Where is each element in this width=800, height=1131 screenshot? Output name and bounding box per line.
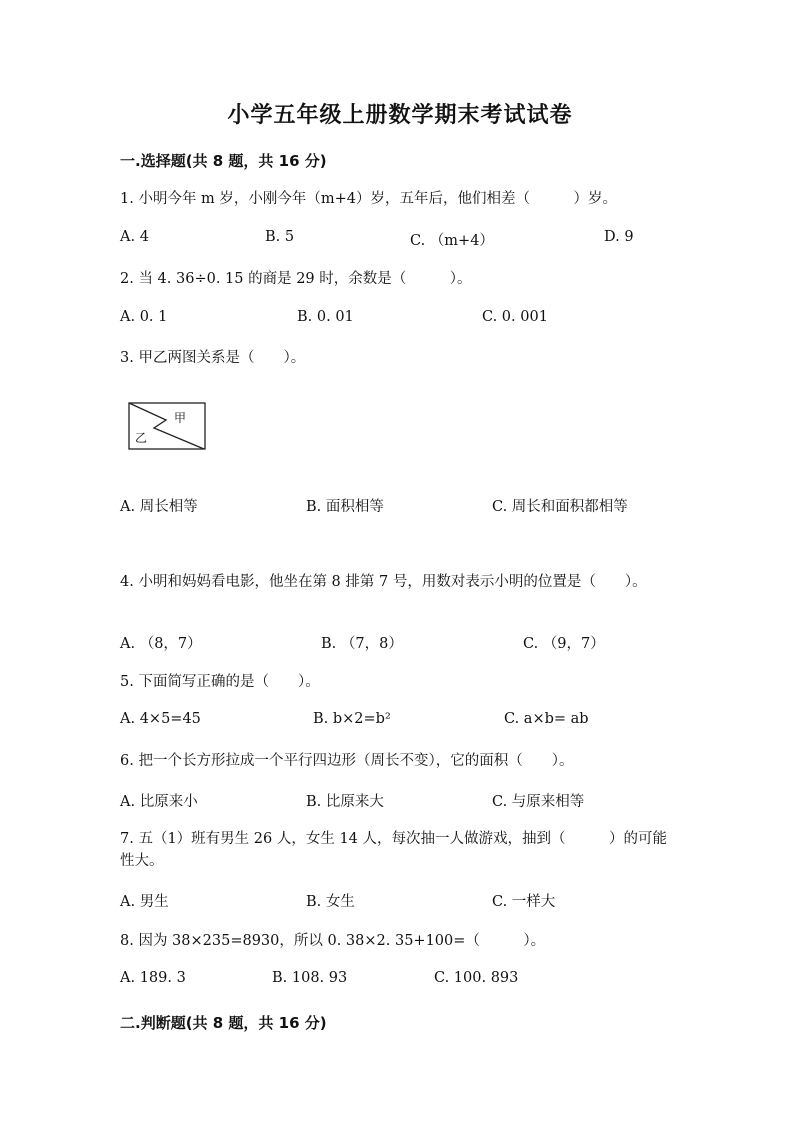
option: B. （7，8）: [321, 636, 403, 652]
option: B. 面积相等: [306, 499, 384, 515]
option: A. 0. 1: [120, 309, 168, 325]
option: C. 与原来相等: [492, 794, 585, 810]
question-text: 1. 小明今年 m 岁，小刚今年（m+4）岁，五年后，他们相差（ ）岁。: [120, 191, 618, 207]
section-heading: 二.判断题(共 8 题，共 16 分): [120, 1014, 327, 1032]
question-text: 2. 当 4. 36÷0. 15 的商是 29 时，余数是（ ）。: [120, 271, 472, 287]
option: C. 一样大: [492, 894, 556, 910]
question-text: 3. 甲乙两图关系是（ ）。: [120, 350, 306, 366]
question-text: 4. 小明和妈妈看电影，他坐在第 8 排第 7 号，用数对表示小明的位置是（ ）。: [120, 574, 647, 590]
option: D. 9: [604, 229, 634, 245]
option: C. （m+4）: [410, 233, 494, 249]
question-text: 8. 因为 38×235=8930，所以 0. 38×2. 35+100=（ ）。: [120, 933, 546, 949]
option: A. 周长相等: [120, 499, 198, 515]
option: A. （8，7）: [120, 636, 202, 652]
option: B. 5: [265, 229, 295, 245]
section-heading: 一.选择题(共 8 题，共 16 分): [120, 152, 327, 170]
figure-label-jia: 甲: [174, 411, 187, 425]
option: A. 189. 3: [120, 970, 186, 986]
question-text: 5. 下面简写正确的是（ ）。: [120, 674, 320, 690]
page-title: 小学五年级上册数学期末考试试卷: [227, 103, 573, 128]
question-text: 7. 五（1）班有男生 26 人，女生 14 人，每次抽一人做游戏，抽到（ ）的可能性大。: [120, 831, 668, 869]
option: A. 4: [120, 229, 149, 245]
option: A. 男生: [120, 894, 169, 910]
option: B. 女生: [306, 894, 355, 910]
option: A. 4×5=45: [120, 711, 201, 727]
option: C. 周长和面积都相等: [492, 499, 628, 515]
option: A. 比原来小: [120, 794, 198, 810]
option: C. 100. 893: [434, 970, 519, 986]
option: B. 108. 93: [272, 970, 348, 986]
figure-label-yi: 乙: [135, 431, 148, 445]
option: C. a×b= ab: [504, 711, 589, 727]
split-rectangle-figure: [128, 402, 208, 452]
option: B. 0. 01: [297, 309, 354, 325]
option: C. 0. 001: [482, 309, 548, 325]
option: B. 比原来大: [306, 794, 384, 810]
question-text: 6. 把一个长方形拉成一个平行四边形（周长不变），它的面积（ ）。: [120, 753, 574, 769]
option: B. b×2=b²: [313, 711, 391, 727]
option: C. （9，7）: [523, 636, 605, 652]
